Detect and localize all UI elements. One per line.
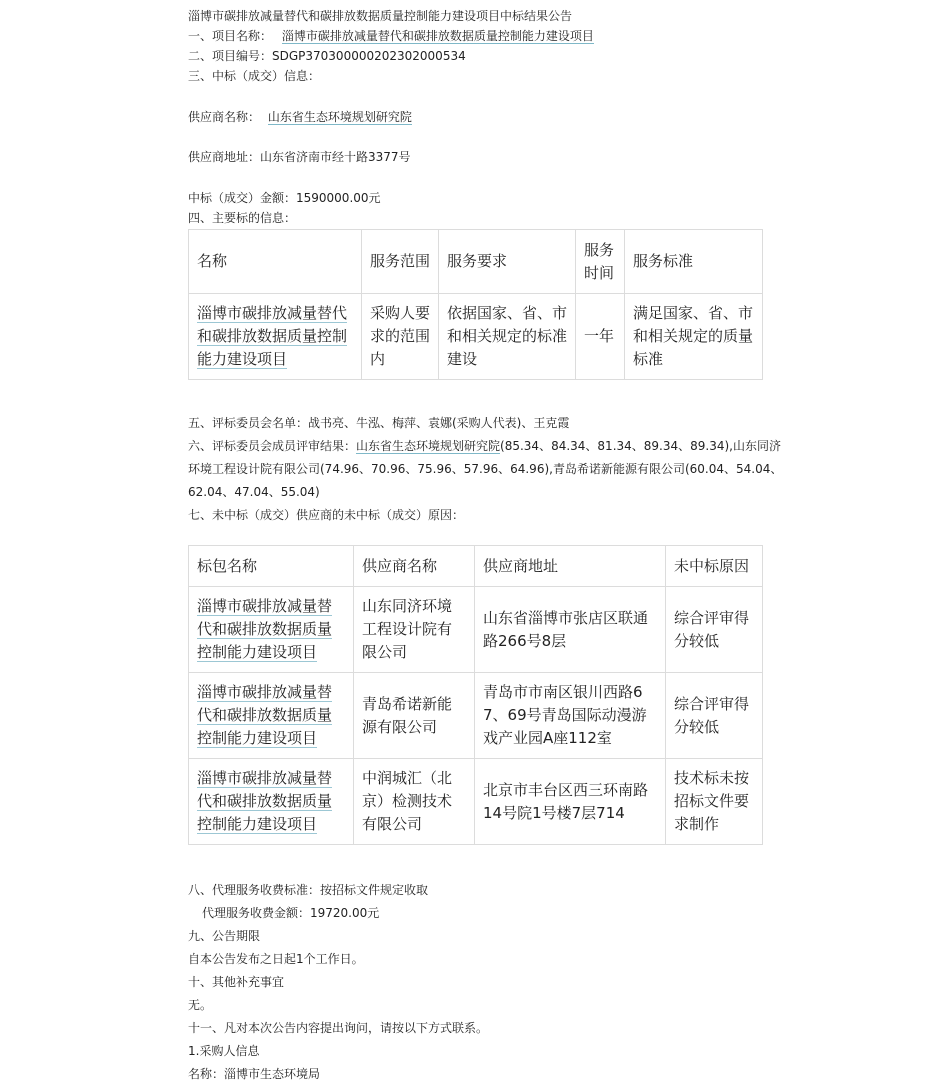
package-name-text: 淄博市碳排放减量替代和碳排放数据质量控制能力建设项目 <box>197 683 333 747</box>
table-row <box>189 673 763 759</box>
supplier-name-value: 山东省生态环境规划研究院 <box>267 110 412 124</box>
table-header-cell: 标包名称 <box>189 546 354 587</box>
package-name-text: 淄博市碳排放减量替代和碳排放数据质量控制能力建设项目 <box>197 597 333 661</box>
table-cell: 满足国家、省、市和相关规定的质量标准 <box>625 294 763 380</box>
other-matters-value: 无。 <box>188 998 213 1012</box>
main-items-table <box>188 229 763 380</box>
table-header-row <box>189 230 763 294</box>
committee-results-line-1 <box>188 436 781 456</box>
award-amount-line: 中标（成交）金额：1590000.00元 <box>188 191 381 205</box>
table-header-cell: 供应商地址 <box>475 546 666 587</box>
table-header-cell: 服务要求 <box>439 230 576 294</box>
item-name-text: 淄博市碳排放减量替代和碳排放数据质量控制能力建设项目 <box>197 304 348 368</box>
notice-period-heading: 九、公告期限 <box>188 929 261 943</box>
table-cell: 技术标未按招标文件要求制作 <box>666 759 763 845</box>
committee-results-line-2: 环境工程设计院有限公司(74.96、70.96、75.96、57.96、64.96),青岛希诺新能源有限公司(60.04、54.04、 <box>188 462 783 476</box>
table-header-cell: 供应商名称 <box>354 546 475 587</box>
table-cell: 山东省淄博市张店区联通路266号8层 <box>475 587 666 673</box>
table-header-row <box>189 546 763 587</box>
table-cell: 综合评审得分较低 <box>666 673 763 759</box>
project-number-line: 二、项目编号：SDGP370300000202302000534 <box>188 49 466 63</box>
committee-results-label: 六、评标委员会成员评审结果： <box>188 439 357 453</box>
unsuccessful-table <box>188 545 763 845</box>
package-name-text: 淄博市碳排放减量替代和碳排放数据质量控制能力建设项目 <box>197 769 333 833</box>
table-header-cell: 服务标准 <box>625 230 763 294</box>
table-header-cell: 未中标原因 <box>666 546 763 587</box>
award-info-heading: 三、中标（成交）信息： <box>188 69 321 83</box>
unsuccessful-heading: 七、未中标（成交）供应商的未中标（成交）原因： <box>188 508 465 522</box>
table-header-cell: 服务范围 <box>362 230 439 294</box>
table-cell: 一年 <box>576 294 625 380</box>
committee-results-link: 山东省生态环境规划研究院 <box>356 439 501 453</box>
buyer-name-line: 名称：淄博市生态环境局 <box>188 1067 321 1081</box>
notice-period-value: 自本公告发布之日起1个工作日。 <box>188 952 364 966</box>
table-cell: 北京市丰台区西三环南路14号院1号楼7层714 <box>475 759 666 845</box>
contact-heading: 十一、凡对本次公告内容提出询问，请按以下方式联系。 <box>188 1021 489 1035</box>
agency-fee-standard-line: 八、代理服务收费标准：按招标文件规定收取 <box>188 883 429 897</box>
main-items-heading: 四、主要标的信息： <box>188 211 297 225</box>
project-name-value: 淄博市碳排放减量替代和碳排放数据质量控制能力建设项目 <box>281 29 594 43</box>
table-row <box>189 587 763 673</box>
table-cell <box>189 759 354 845</box>
committee-list-line: 五、评标委员会名单：战书亮、牛泓、梅萍、袁娜(采购人代表)、王克霞 <box>188 416 570 430</box>
project-name-line <box>188 26 594 46</box>
supplier-name-line <box>188 107 412 127</box>
table-row <box>189 294 763 380</box>
table-cell: 山东同济环境工程设计院有限公司 <box>354 587 475 673</box>
agency-fee-amount-line: 代理服务收费金额：19720.00元 <box>202 906 380 920</box>
table-cell: 青岛希诺新能源有限公司 <box>354 673 475 759</box>
table-header-cell: 名称 <box>189 230 362 294</box>
table-row <box>189 759 763 845</box>
table-cell <box>189 294 362 380</box>
supplier-address-line: 供应商地址：山东省济南市经十路3377号 <box>188 150 411 164</box>
other-matters-heading: 十、其他补充事宜 <box>188 975 285 989</box>
committee-results-scores: (85.34、84.34、81.34、89.34、89.34),山东同济 <box>500 439 781 453</box>
table-cell <box>189 587 354 673</box>
page-title: 淄博市碳排放减量替代和碳排放数据质量控制能力建设项目中标结果公告 <box>188 9 573 23</box>
table-cell: 综合评审得分较低 <box>666 587 763 673</box>
table-header-cell: 服务时间 <box>576 230 625 294</box>
project-name-label: 一、项目名称： <box>188 29 273 43</box>
table-cell: 依据国家、省、市和相关规定的标准建设 <box>439 294 576 380</box>
table-cell <box>189 673 354 759</box>
buyer-info-heading: 1.采购人信息 <box>188 1044 260 1058</box>
table-cell: 青岛市市南区银川西路67、69号青岛国际动漫游戏产业园A座112室 <box>475 673 666 759</box>
supplier-name-label: 供应商名称： <box>188 110 261 124</box>
table-cell: 采购人要求的范围内 <box>362 294 439 380</box>
committee-results-line-3: 62.04、47.04、55.04) <box>188 485 320 499</box>
table-cell: 中润城汇（北京）检测技术有限公司 <box>354 759 475 845</box>
